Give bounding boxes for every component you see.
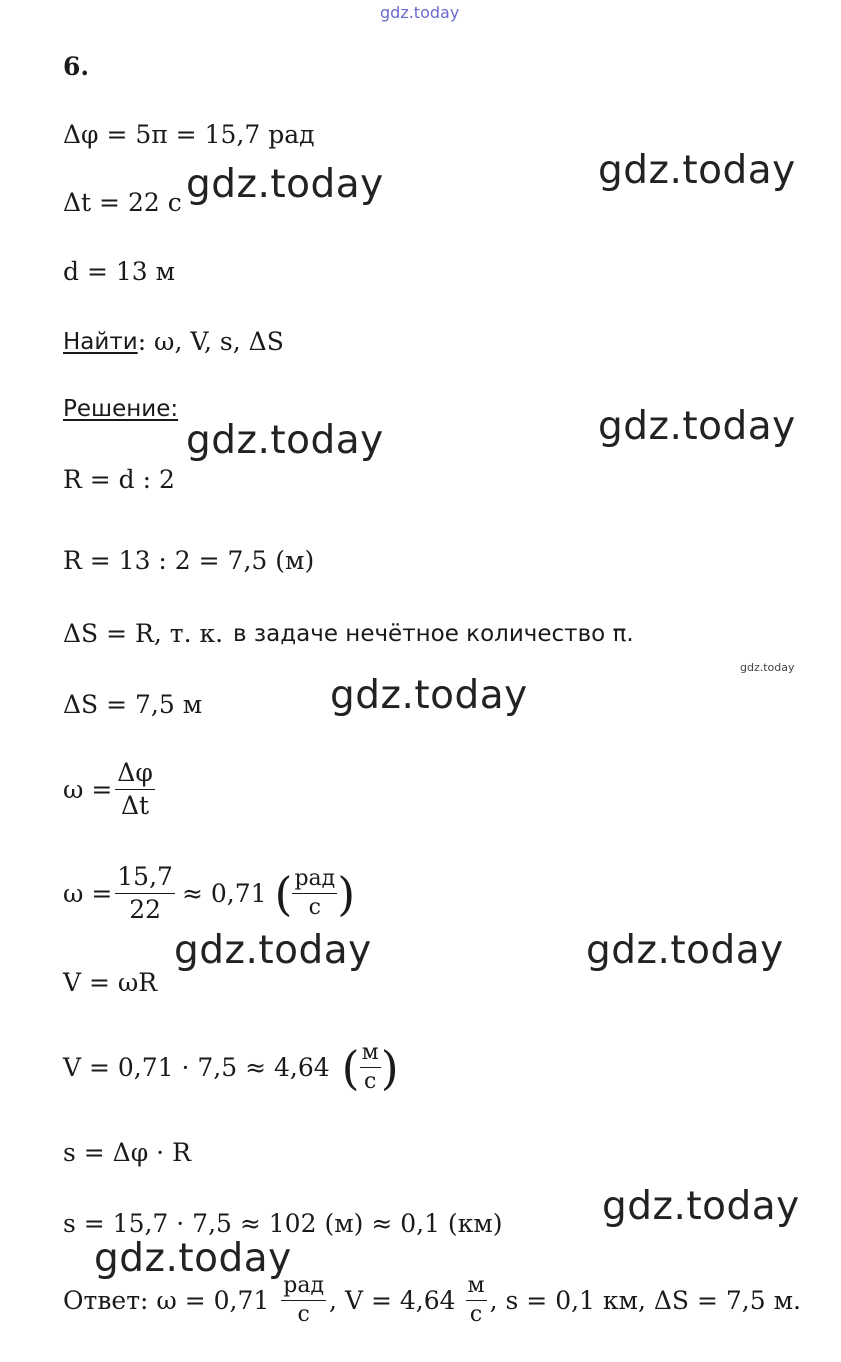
answer-part2: , V = 4,64 [329,1285,456,1315]
answer-unit2 [466,1273,487,1328]
ds-value: ΔS = 7,5 м [63,690,203,719]
velocity-formula: V = ωR [63,968,158,997]
watermark: gdz.today [186,418,384,463]
omega-calc-result: ≈ 0,71 [181,878,267,908]
velocity-calc-text: V = 0,71 · 7,5 ≈ 4,64 [63,1052,330,1082]
watermark: gdz.today [330,673,528,718]
answer-unit1-numerator: рад [281,1273,326,1301]
omega-calc-fraction [115,862,175,925]
watermark: gdz.today [598,148,796,193]
problem-number: 6. [63,52,90,81]
watermark: gdz.today [598,404,796,449]
omega-unit [292,866,337,921]
ds-reason-math: ΔS = R, т. к. [63,619,224,648]
watermark: gdz.today [186,162,384,207]
solution-label: Решение: [63,396,179,422]
radius-calc: R = 13 : 2 = 7,5 (м) [63,546,315,575]
path-calc: s = 15,7 · 7,5 ≈ 102 (м) ≈ 0,1 (км) [63,1209,503,1238]
omega-numerator: Δφ [115,758,155,790]
watermark-small: gdz.today [740,661,795,674]
velocity-unit-numerator: м [360,1040,381,1068]
watermark: gdz.today [174,928,372,973]
given-delta-phi: Δφ = 5π = 15,7 рад [63,120,315,149]
find-label: Найти [63,329,138,355]
omega-lhs: ω = [63,774,113,804]
velocity-unit [360,1040,381,1095]
omega-calc: ω = $\frac{15,7}{22}$ ≈ 0,71 ( $\frac{\text{рад}}{с}$ ) [63,862,356,924]
omega-calc-numerator: 15,7 [115,862,175,894]
answer-unit2-denominator: с [469,1302,483,1327]
velocity-unit-denominator: с [364,1069,377,1094]
omega-unit-numerator: рад [292,866,337,894]
watermark-top: gdz.today [380,3,460,22]
given-diameter: d = 13 м [63,257,176,286]
ds-reason-text: в задаче нечётное количество π. [233,621,634,647]
given-delta-t: Δt = 22 с [63,188,182,217]
find-line [63,327,284,357]
answer-unit1-denominator: с [297,1302,310,1327]
answer-part3: , s = 0,1 км, ΔS = 7,5 м. [489,1285,801,1315]
radius-formula: R = d : 2 [63,465,175,494]
answer-line [63,1273,801,1328]
answer-unit2-numerator: м [466,1273,487,1301]
omega-calc-lhs: ω = [63,878,113,908]
watermark: gdz.today [602,1184,800,1229]
omega-unit-denominator: с [308,895,321,920]
answer-part1: Ответ: ω = 0,71 [63,1285,270,1315]
omega-fraction [115,758,155,821]
ds-reason [63,619,634,649]
velocity-calc: V = 0,71 · 7,5 ≈ 4,64 ( $\frac{м}{с}$ ) [63,1040,399,1095]
watermark: gdz.today [94,1236,292,1281]
find-value: : ω, V, s, ΔS [137,327,284,356]
path-formula: s = Δφ · R [63,1138,191,1167]
omega-calc-denominator: 22 [129,895,162,924]
watermark: gdz.today [586,928,784,973]
omega-formula [63,758,158,821]
answer-unit1 [281,1273,326,1328]
omega-denominator: Δt [121,791,150,820]
